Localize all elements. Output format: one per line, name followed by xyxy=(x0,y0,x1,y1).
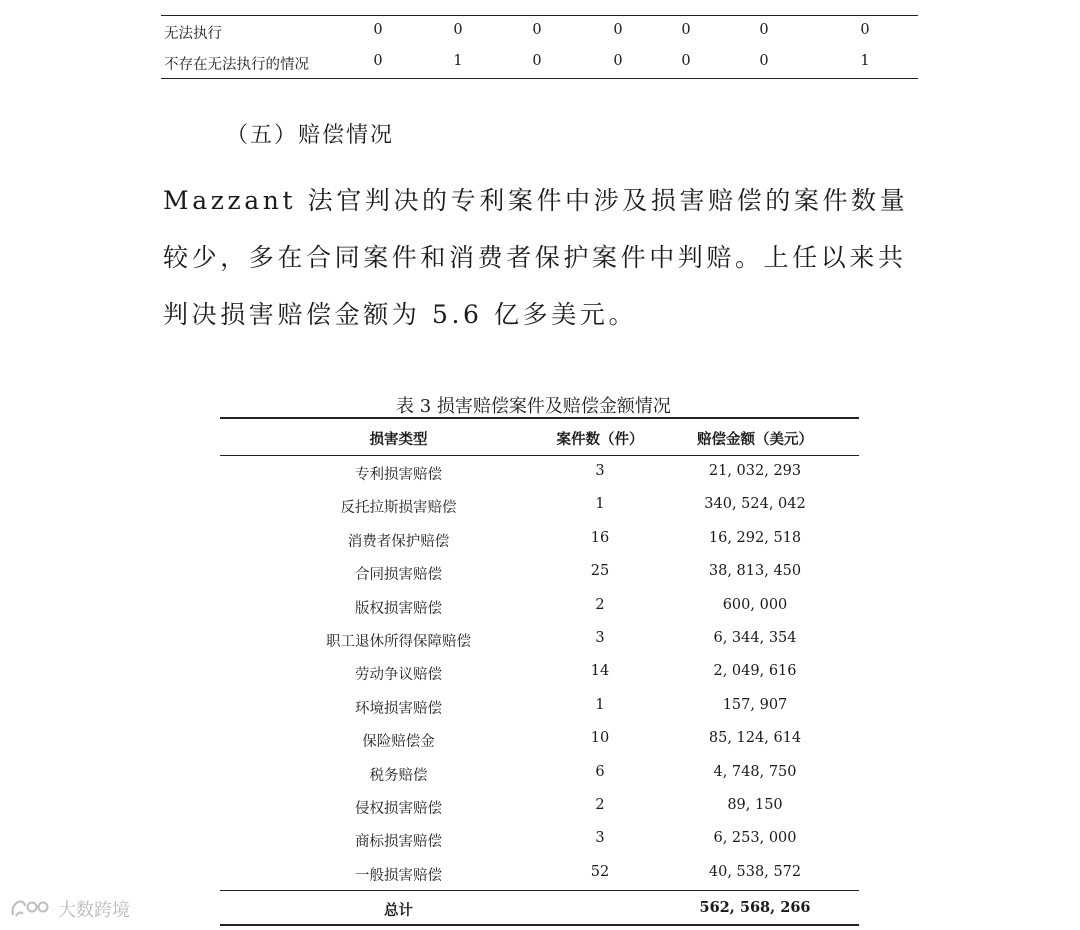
table-row xyxy=(161,16,918,47)
cell-damage-type: 反托拉斯损害赔偿 xyxy=(340,500,457,517)
table-row xyxy=(220,823,859,856)
cell-value: 0 xyxy=(373,53,383,69)
cell-value: 0 xyxy=(453,22,463,38)
damages-table xyxy=(220,417,859,926)
table-row xyxy=(220,623,859,656)
cell-case-count: 2 xyxy=(595,596,605,613)
table-row xyxy=(220,690,859,723)
cell-case-count: 3 xyxy=(595,629,605,646)
table-row xyxy=(220,456,859,489)
row-label: 无法执行 xyxy=(164,26,222,42)
table-row xyxy=(220,723,859,756)
cell-amount: 2, 049, 616 xyxy=(713,663,797,680)
cell-amount: 21, 032, 293 xyxy=(708,463,802,479)
cell-case-count: 1 xyxy=(595,496,605,513)
row-label: 不存在无法执行的情况 xyxy=(164,57,309,73)
cell-value: 0 xyxy=(532,53,542,69)
cell-damage-type: 消费者保护赔偿 xyxy=(347,533,450,550)
table-row xyxy=(220,523,859,556)
watermark-logo-icon xyxy=(10,898,54,920)
table-row xyxy=(220,656,859,689)
cell-amount: 40, 538, 572 xyxy=(708,863,802,880)
cell-value: 0 xyxy=(759,53,769,69)
cell-damage-type: 环境损害赔偿 xyxy=(355,700,442,717)
cell-damage-type: 专利损害赔偿 xyxy=(355,467,442,483)
table-row xyxy=(220,790,859,823)
cell-case-count: 25 xyxy=(590,563,610,580)
cell-value: 0 xyxy=(860,22,870,38)
cell-case-count: 2 xyxy=(595,796,605,813)
cell-case-count: 16 xyxy=(590,529,610,546)
cell-case-count: 52 xyxy=(590,863,610,880)
total-label: 总计 xyxy=(384,902,413,920)
cell-amount: 16, 292, 518 xyxy=(708,529,802,546)
cell-case-count: 14 xyxy=(590,663,610,680)
cell-damage-type: 合同损害赔偿 xyxy=(355,567,442,584)
cell-damage-type: 商标损害赔偿 xyxy=(355,834,442,851)
cell-damage-type: 侵权损害赔偿 xyxy=(355,800,442,817)
cell-case-count: 3 xyxy=(595,830,605,847)
cell-value: 0 xyxy=(681,22,691,38)
outcome-table-fragment xyxy=(161,15,918,79)
cell-amount: 600, 000 xyxy=(722,596,788,613)
cell-damage-type: 一般损害赔偿 xyxy=(355,867,442,884)
cell-amount: 340, 524, 042 xyxy=(704,496,806,513)
header-case-count: 案件数（件） xyxy=(556,431,644,448)
cell-value: 0 xyxy=(613,22,623,38)
total-amount: 562, 568, 266 xyxy=(699,899,811,917)
table-row xyxy=(220,590,859,623)
header-amount: 赔偿金额（美元） xyxy=(697,431,813,448)
cell-value: 0 xyxy=(681,53,691,69)
table-row xyxy=(220,757,859,790)
cell-case-count: 10 xyxy=(590,730,610,747)
cell-value: 0 xyxy=(613,53,623,69)
cell-value: 0 xyxy=(759,22,769,38)
watermark-text: 大数跨境 xyxy=(58,900,130,921)
cell-damage-type: 职工退休所得保障赔偿 xyxy=(326,633,471,650)
cell-damage-type: 税务赔偿 xyxy=(369,767,428,784)
table-total-row xyxy=(220,890,859,924)
cell-case-count: 6 xyxy=(595,763,605,780)
section-heading: （五）赔偿情况 xyxy=(226,123,395,148)
cell-value: 1 xyxy=(453,53,463,69)
cell-damage-type: 劳动争议赔偿 xyxy=(355,667,442,684)
table-row xyxy=(220,489,859,522)
cell-case-count: 3 xyxy=(595,463,605,479)
cell-amount: 6, 253, 000 xyxy=(713,830,797,847)
table-header-row xyxy=(220,419,859,456)
cell-amount: 38, 813, 450 xyxy=(708,563,802,580)
body-paragraph: Mazzant 法官判决的专利案件中涉及损害赔偿的案件数量较少，多在合同案件和消费者保护案件中判赔。上任以来共判决损害赔偿金额为 5.6 亿多美元。 xyxy=(163,186,909,329)
watermark xyxy=(10,896,130,922)
table-row xyxy=(161,47,918,78)
table-caption: 表 3 损害赔偿案件及赔偿金额情况 xyxy=(396,396,671,417)
cell-amount: 157, 907 xyxy=(722,696,788,713)
cell-damage-type: 保险赔偿金 xyxy=(362,734,435,751)
cell-amount: 89, 150 xyxy=(727,796,783,813)
cell-value: 0 xyxy=(532,22,542,38)
cell-value: 0 xyxy=(373,22,383,38)
table-row xyxy=(220,556,859,589)
cell-amount: 4, 748, 750 xyxy=(713,763,797,780)
table-row xyxy=(220,857,859,890)
header-damage-type: 损害类型 xyxy=(369,431,428,448)
cell-value: 1 xyxy=(860,53,870,69)
cell-damage-type: 版权损害赔偿 xyxy=(355,600,442,617)
cell-amount: 6, 344, 354 xyxy=(713,629,797,646)
cell-amount: 85, 124, 614 xyxy=(708,730,802,747)
cell-case-count: 1 xyxy=(595,696,605,713)
